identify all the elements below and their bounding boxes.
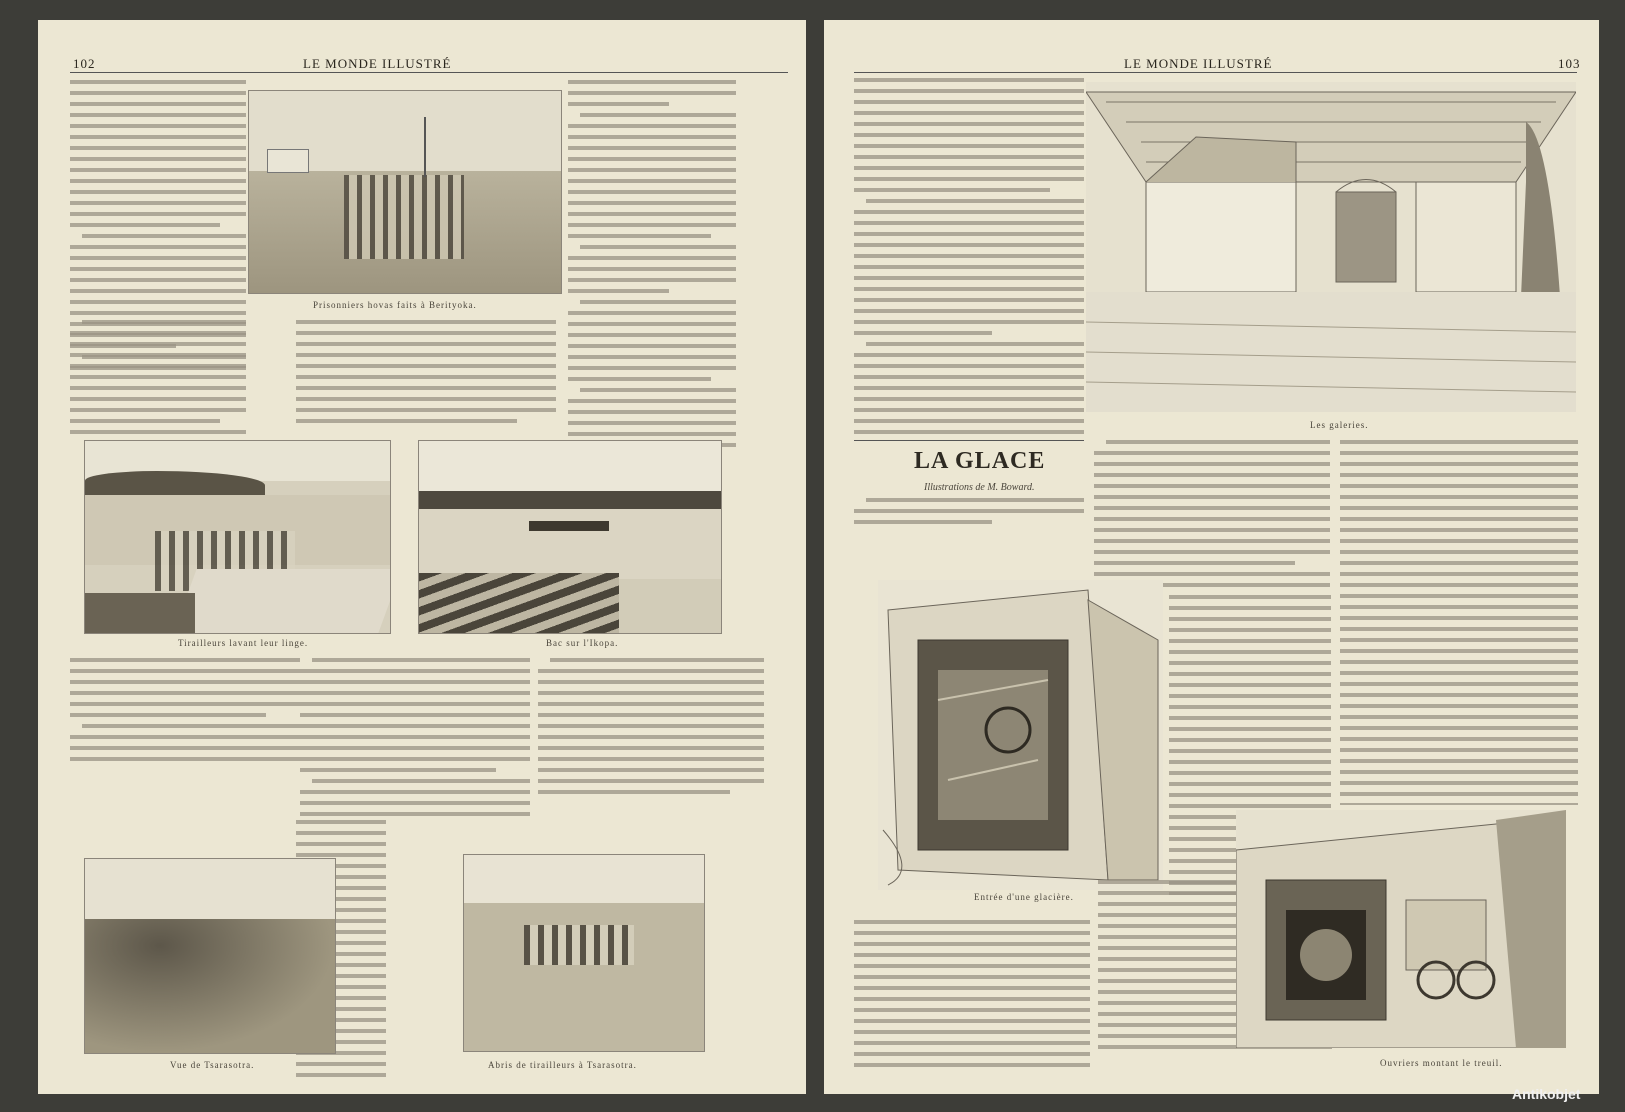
article-subtitle: Illustrations de M. Boward. [924, 482, 1035, 493]
photo-tirailleurs-linge [84, 440, 391, 634]
running-head-right: LE MONDE ILLUSTRÉ [1124, 56, 1273, 71]
photo-abris [463, 854, 705, 1052]
left-page [38, 20, 806, 1094]
text-column [70, 320, 246, 438]
engraving-galeries [1086, 82, 1576, 412]
right-page [824, 20, 1599, 1094]
caption-tirailleurs-linge: Tirailleurs lavant leur linge. [178, 638, 309, 648]
title-rule [854, 440, 1084, 441]
article-title: LA GLACE [914, 448, 1046, 474]
text-column [1340, 440, 1578, 805]
page-number-right: 103 [1558, 56, 1581, 71]
text-column [300, 658, 530, 818]
text-column [538, 658, 764, 798]
caption-tsarasotra: Vue de Tsarasotra. [170, 1060, 255, 1070]
page-number-left: 102 [73, 56, 96, 71]
engraving-ouvriers [1236, 810, 1566, 1048]
text-column [1094, 440, 1330, 590]
text-column [70, 658, 300, 768]
caption-bac: Bac sur l'Ikopa. [546, 638, 619, 648]
photo-prisonniers [248, 90, 562, 294]
text-column [854, 498, 1084, 528]
text-column [568, 80, 736, 450]
caption-entree: Entrée d'une glacière. [974, 892, 1074, 902]
text-column [854, 920, 1090, 1070]
caption-abris: Abris de tirailleurs à Tsarasotra. [488, 1060, 637, 1070]
photo-bac [418, 440, 722, 634]
watermark-text: Antikobjet [1512, 1086, 1581, 1102]
photo-tsarasotra [84, 858, 336, 1054]
caption-prisonniers: Prisonniers hovas faits à Berityoka. [313, 300, 477, 310]
header-rule-left [70, 72, 788, 73]
caption-ouvriers: Ouvriers montant le treuil. [1380, 1058, 1503, 1068]
text-column [854, 78, 1084, 438]
running-head-left: LE MONDE ILLUSTRÉ [303, 56, 452, 71]
engraving-entree-glaciere [878, 580, 1163, 890]
header-rule-right [854, 72, 1577, 73]
text-column [296, 320, 556, 440]
caption-galeries: Les galeries. [1310, 420, 1369, 430]
